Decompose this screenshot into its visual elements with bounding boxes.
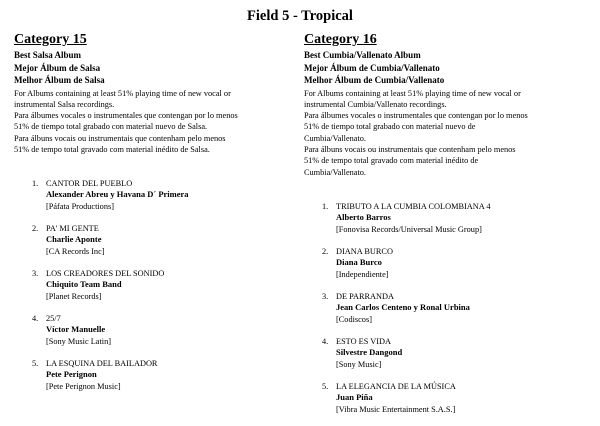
- nominee-number: 4.: [32, 314, 39, 323]
- nominee-label: [Independiente]: [336, 269, 389, 279]
- nominee-label: [Fonovisa Records/Universal Music Group]: [336, 224, 482, 234]
- nominee-item: [32, 178, 288, 223]
- description-line: Para álbumes vocales o instrumentales que contengan por lo menos: [14, 111, 238, 121]
- description-line: instrumental Salsa recordings.: [14, 99, 115, 109]
- nominee-number: 4.: [322, 337, 329, 346]
- nominee-number: 2.: [32, 224, 39, 233]
- nominee-artist: Víctor Manuelle: [46, 324, 106, 335]
- page-title: Field 5 - Tropical: [247, 8, 353, 24]
- nominee-label: [Sony Music]: [336, 359, 382, 369]
- nominee-title: LA ESQUINA DEL BAILADOR: [46, 359, 158, 368]
- description-line: For Albums containing at least 51% playing time of new vocal or: [14, 88, 231, 98]
- nominee-label: [Pete Perignon Music]: [46, 381, 121, 391]
- nominee-title: PA' MI GENTE: [46, 224, 99, 233]
- award-name-portuguese: Melhor Álbum de Cumbia/Vallenato: [304, 75, 445, 85]
- nominee-item: [32, 358, 288, 403]
- nominee-label: [Codiscos]: [336, 314, 372, 324]
- nominee-number: 3.: [322, 292, 329, 301]
- award-name-english: Best Salsa Album: [14, 50, 82, 60]
- nominee-label: [Planet Records]: [46, 291, 102, 301]
- nominee-list: [32, 178, 288, 403]
- nominee-item: [322, 291, 592, 336]
- nominee-title: LA ELEGANCIA DE LA MÚSICA: [336, 382, 456, 391]
- description-line: 51% de tiempo total grabado con material nuevo de: [304, 122, 476, 132]
- nominee-artist: Pete Perignon: [46, 369, 97, 380]
- nominee-label: [Páfata Productions]: [46, 201, 114, 211]
- nominee-item: [32, 223, 288, 268]
- nominee-artist: Juan Piña: [336, 392, 373, 403]
- award-name-english: Best Cumbia/Vallenato Album: [304, 50, 421, 60]
- description-line: instrumental Cumbia/Vallenato recordings.: [304, 99, 447, 109]
- nominee-title: ESTO ES VIDA: [336, 337, 392, 346]
- nominee-number: 1.: [322, 202, 329, 211]
- award-name-spanish: Mejor Álbum de Cumbia/Vallenato: [304, 62, 440, 73]
- nominee-item: [322, 201, 592, 246]
- nominee-artist: Alexander Abreu y Havana D´ Primera: [46, 189, 189, 200]
- description-line: Para álbuns vocais ou instrumentais que contenham pelo menos: [304, 144, 516, 154]
- nominee-artist: Silvestre Dangond: [336, 347, 403, 358]
- description-line: For Albums containing at least 51% playing time of new vocal or: [304, 88, 521, 98]
- award-names: [14, 49, 292, 87]
- nominee-title: 25/7: [46, 314, 61, 323]
- category-heading: Category 16: [304, 32, 377, 47]
- nominee-item: [322, 246, 592, 291]
- nominee-number: 3.: [32, 269, 39, 278]
- nominee-artist: Chiquito Team Band: [46, 279, 122, 290]
- category-15-section: [14, 31, 292, 391]
- nominee-item: [32, 268, 288, 313]
- nominee-item: [32, 313, 288, 358]
- nominee-item: [322, 336, 592, 381]
- nominee-number: 5.: [32, 359, 39, 368]
- nominee-title: CANTOR DEL PUEBLO: [46, 179, 133, 188]
- nominee-artist: Diana Burco: [336, 257, 382, 268]
- description-line: Para álbuns vocais ou instrumentais que contenham pelo menos: [14, 133, 226, 143]
- nominee-label: [Sony Music Latin]: [46, 336, 111, 346]
- description-line: Para álbumes vocales o instrumentales que contengan por lo menos: [304, 111, 528, 121]
- nominee-title: LOS CREADORES DEL SONIDO: [46, 269, 165, 278]
- category-16-section: [304, 31, 594, 414]
- description-line: 51% de tempo total gravado com material inédito de: [304, 156, 479, 166]
- nominee-number: 5.: [322, 382, 329, 391]
- award-name-portuguese: Melhor Álbum de Salsa: [14, 75, 105, 85]
- nominee-artist: Charlie Aponte: [46, 234, 102, 245]
- category-heading: Category 15: [14, 32, 87, 47]
- nominee-number: 1.: [32, 179, 39, 188]
- award-names: [304, 49, 594, 87]
- nominee-label: [Vibra Music Entertainment S.A.S.]: [336, 404, 456, 414]
- nominee-artist: Alberto Barros: [336, 212, 391, 223]
- nominee-artist: Jean Carlos Centeno y Ronal Urbina: [336, 302, 470, 313]
- nominee-title: TRIBUTO A LA CUMBIA COLOMBIANA 4: [336, 202, 491, 211]
- description-line: 51% de tiempo total grabado con material nuevo de Salsa.: [14, 122, 208, 132]
- nominee-number: 2.: [322, 247, 329, 256]
- description-line: Cumbia/Vallenato.: [304, 133, 366, 143]
- nominee-title: DIANA BURCO: [336, 247, 393, 256]
- description-line: Cumbia/Vallenato.: [304, 167, 366, 177]
- description-line: 51% de tempo total gravado com material inédito de Salsa.: [14, 144, 210, 154]
- award-name-spanish: Mejor Álbum de Salsa: [14, 62, 101, 73]
- nominee-label: [CA Records Inc]: [46, 246, 105, 256]
- nominee-title: DE PARRANDA: [336, 292, 395, 301]
- category-description: [14, 88, 292, 156]
- nominee-list: [322, 201, 592, 426]
- category-description: [304, 88, 594, 178]
